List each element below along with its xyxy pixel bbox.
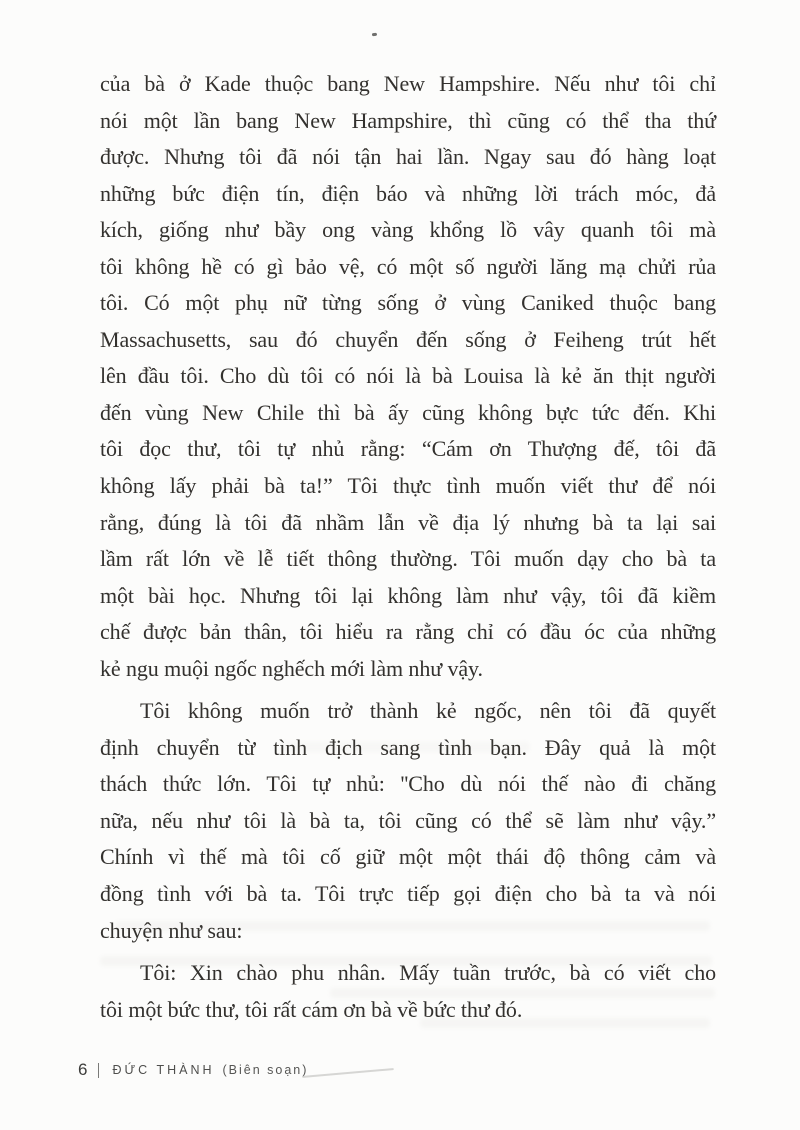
text-line: những bức điện tín, điện báo và những lời trách móc, đả <box>100 180 716 206</box>
text-line: đồng tình với bà ta. Tôi trực tiếp gọi điện cho bà ta và nói <box>100 881 716 907</box>
text-line: tôi đọc thư, tôi tự nhủ rằng: “Cám ơn Thượng đế, tôi đã <box>100 436 716 462</box>
text-line: thách thức lớn. Tôi tự nhủ: ''Cho dù nói thế nào đi chăng <box>100 771 716 797</box>
bleed-through-smudge <box>280 742 530 752</box>
body-text <box>100 66 716 1028</box>
text-line: Tôi không muốn trở thành kẻ ngốc, nên tôi đã quyết <box>140 698 716 724</box>
text-line: được. Nhưng tôi đã nói tận hai lần. Ngay sau đó hàng loạt <box>100 144 716 170</box>
bleed-through-smudge <box>420 1018 710 1028</box>
footer-divider <box>98 1063 99 1078</box>
text-line: nói một lần bang New Hampshire, thì cũng có thể tha thứ <box>100 107 716 133</box>
paragraph-2 <box>100 693 716 949</box>
text-line: định chuyển từ tình địch sang tình bạn. Đây quả là một <box>100 734 716 760</box>
text-line: kích, giống như bầy ong vàng khổng lồ vây quanh tôi mà <box>100 217 716 243</box>
bleed-through-smudge <box>115 921 710 931</box>
text-line: nữa, nếu như tôi là bà ta, tôi cũng có thể sẽ làm như vậy.” <box>100 807 716 833</box>
text-line: Massachusetts, sau đó chuyển đến sống ở Feiheng trút hết <box>100 326 716 352</box>
text-line: lên đầu tôi. Cho dù tôi có nói là bà Louisa là kẻ ăn thịt người <box>100 363 716 389</box>
scan-speck <box>372 33 377 37</box>
text-line: tôi. Có một phụ nữ từng sống ở vùng Caniked thuộc bang <box>100 290 716 316</box>
footer-author: ĐỨC THÀNH <box>112 1063 215 1077</box>
footer-role: (Biên soạn) <box>222 1063 309 1077</box>
scan-scratch-mark <box>302 1068 394 1078</box>
text-line: rằng, đúng là tôi đã nhầm lẫn về địa lý nhưng bà ta lại sai <box>100 509 716 535</box>
bleed-through-smudge <box>330 988 715 998</box>
text-line: tôi không hề có gì bảo vệ, có một số người lăng mạ chửi rủa <box>100 253 716 279</box>
page-footer <box>78 1060 308 1080</box>
text-line: chuyện như sau: <box>100 917 243 943</box>
text-line: Chính vì thế mà tôi cố giữ một một thái độ thông cảm và <box>100 844 716 870</box>
text-line: tôi một bức thư, tôi rất cám ơn bà về bức thư đó. <box>100 996 523 1022</box>
text-line: lầm rất lớn về lễ tiết thông thường. Tôi muốn dạy cho bà ta <box>100 546 716 572</box>
text-line: đến vùng New Chile thì bà ấy cũng không bực tức đến. Khi <box>100 399 716 425</box>
page-number: 6 <box>78 1060 88 1079</box>
text-line: của bà ở Kade thuộc bang New Hampshire. Nếu như tôi chỉ <box>100 71 716 96</box>
bleed-through-smudge <box>100 956 712 966</box>
text-line: chế được bản thân, tôi hiểu ra rằng chỉ có đầu óc của những <box>100 619 716 645</box>
text-line: kẻ ngu muội ngốc nghếch mới làm như vậy. <box>100 655 483 681</box>
text-line: một bài học. Nhưng tôi lại không làm như vậy, tôi đã kiềm <box>100 582 716 608</box>
text-line: Tôi: Xin chào phu nhân. Mấy tuần trước, bà có viết cho <box>140 960 716 986</box>
text-line: không lấy phải bà ta!” Tôi thực tình muốn viết thư để nói <box>100 473 716 499</box>
paragraph-1 <box>100 66 716 687</box>
